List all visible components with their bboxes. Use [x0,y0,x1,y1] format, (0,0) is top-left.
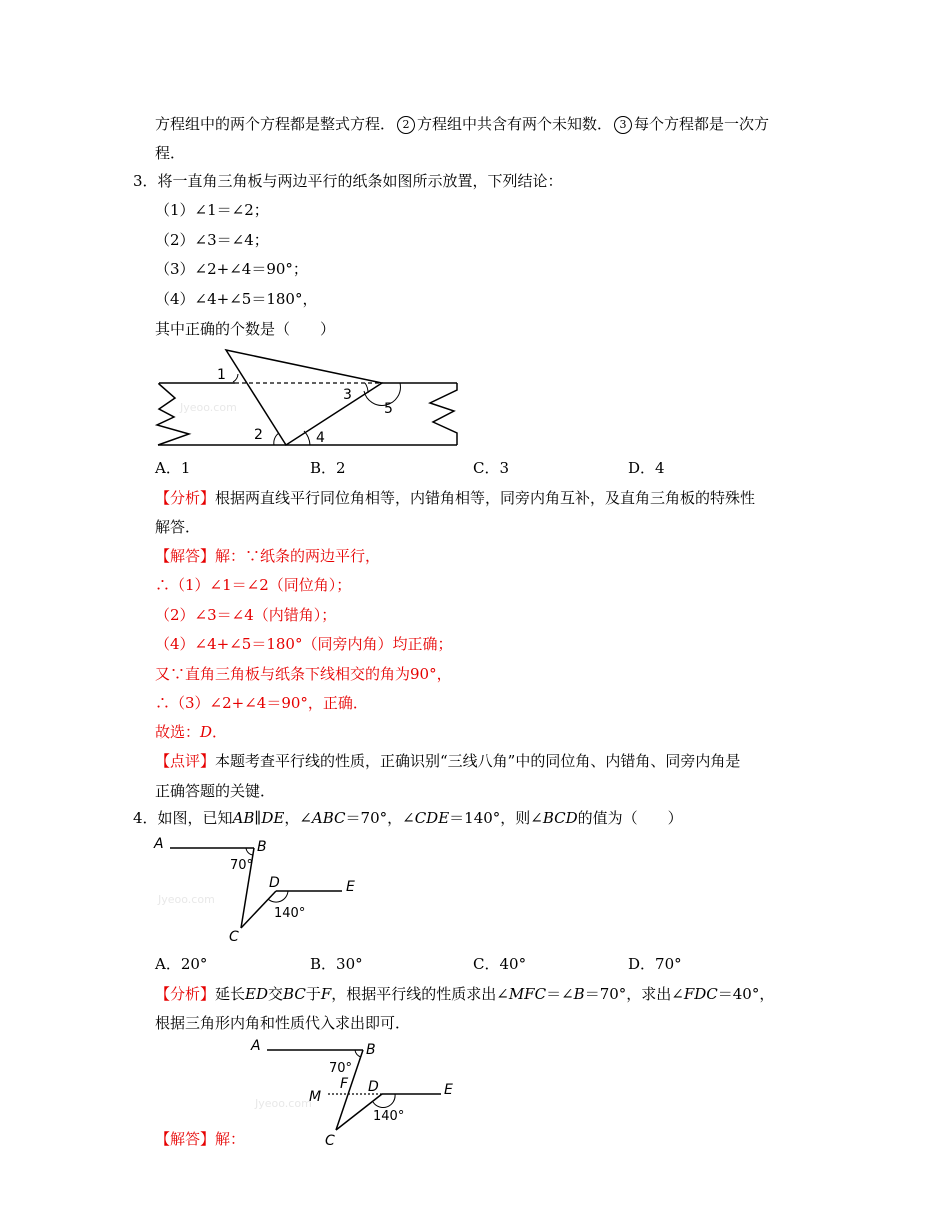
point-e-label: E [444,1082,453,1098]
angle-70-label: 70° [329,1061,353,1076]
q3-answer-line-4: （4）∠4+∠5＝180°（同旁内角）均正确； [155,635,453,653]
watermark: Jyeoo.com [158,893,215,906]
q3-item-3: （3）∠2+∠4＝90°； [155,260,308,278]
point-e-label: E [346,879,355,895]
q3-answer-line-2: ∴（1）∠1＝∠2（同位角）； [155,576,352,594]
angle-label-2: 2 [254,427,263,443]
q3-item-1: （1）∠1＝∠2； [155,201,269,219]
q3-comment-line-1: 【点评】本题考查平行线的性质，正确识别“三线八角”中的同位角、内错角、同旁内角是 [155,752,741,770]
q3-figure [150,345,470,455]
q3-stem: 3．将一直角三角板与两边平行的纸条如图所示放置，下列结论： [133,172,563,190]
q3-option-b: B．2 [310,459,346,477]
q3-option-c: C．3 [473,459,510,477]
point-m-label: M [309,1089,322,1105]
q4-option-c: C．40° [473,955,527,973]
triangle-ruler [226,350,382,445]
q3-ask: 其中正确的个数是（ ） [155,320,336,338]
angle-140-label: 140° [274,906,306,921]
q3-answer-line-3: （2）∠3＝∠4（内错角）； [155,606,337,624]
angle-70-label: 70° [230,858,254,873]
circled-number-2: 2 [397,116,415,134]
q3-item-2: （2）∠3＝∠4； [155,231,269,249]
watermark: Jyeoo.com [180,401,237,414]
point-d-label: D [269,875,280,891]
q3-number: 3． [133,172,158,190]
angle-70-arc [246,848,253,855]
q3-answer-line-1: 【解答】解：∵纸条的两边平行， [155,547,381,565]
q4-figure [150,833,370,945]
q3-item-4: （4）∠4+∠5＝180°， [155,290,318,308]
strip-right-edge [430,383,457,445]
angle-140-arc [373,1094,395,1108]
point-a-label: A [251,1038,261,1054]
angle-1-arc [233,374,238,382]
point-c-label: C [325,1133,335,1149]
angle-70-arc [355,1050,361,1057]
point-d-label: D [368,1079,379,1095]
q4-option-b: B．30° [310,955,363,973]
q4-answer-line: 【解答】解： [155,1130,246,1148]
angle-label-5: 5 [384,401,393,417]
point-a-label: A [154,836,164,852]
circled-number-3: 3 [614,116,632,134]
watermark: Jyeoo.com [255,1097,312,1110]
q4-analysis-line-2: 根据三角形内角和性质代入求出即可． [155,1014,411,1032]
angle-140-label: 140° [373,1109,405,1124]
q4-stem: 4．如图，已知AB∥DE，∠ABC＝70°，∠CDE＝140°，则∠BCD的值为（ ） [133,809,683,827]
point-c-label: C [229,929,239,945]
angle-label-4: 4 [316,430,325,446]
q3-answer-line-6: ∴（3）∠2+∠4＝90°，正确． [155,694,368,712]
strip-left-edge [157,383,189,445]
q4-option-a: A．20° [155,955,208,973]
angle-label-3: 3 [343,387,352,403]
q3-comment-line-2: 正确答题的关键． [155,782,276,800]
point-b-label: B [366,1042,376,1058]
q4-solution-figure [245,1035,475,1150]
q3-analysis-line-2: 解答． [155,518,201,536]
angle-3-arc [365,383,368,393]
angle-5-arc [364,383,400,405]
q3-analysis-line-1: 【分析】根据两直线平行同位角相等，内错角相等，同旁内角互补，及直角三角板的特殊性 [155,489,756,507]
q4-option-d: D．70° [628,955,682,973]
angle-label-1: 1 [217,367,226,383]
q3-option-d: D．4 [628,459,665,477]
q3-option-a: A．1 [155,459,191,477]
intro-line-1: 方程组中的两个方程都是整式方程． 2 方程组中共含有两个未知数． 3 每个方程都是一次方 [155,115,770,133]
point-f-label: F [340,1076,349,1092]
q4-number: 4． [133,809,158,827]
q3-answer-line-5: 又∵直角三角板与纸条下线相交的角为90°， [155,665,452,683]
q4-analysis-line-1: 【分析】延长ED交BC于F，根据平行线的性质求出∠MFC＝∠B＝70°，求出∠FDC＝40°， [155,985,775,1003]
q3-choice: 故选：D． [155,723,228,741]
intro-line-2: 程． [155,144,186,162]
angle-2-arc [274,433,279,445]
point-b-label: B [257,839,267,855]
